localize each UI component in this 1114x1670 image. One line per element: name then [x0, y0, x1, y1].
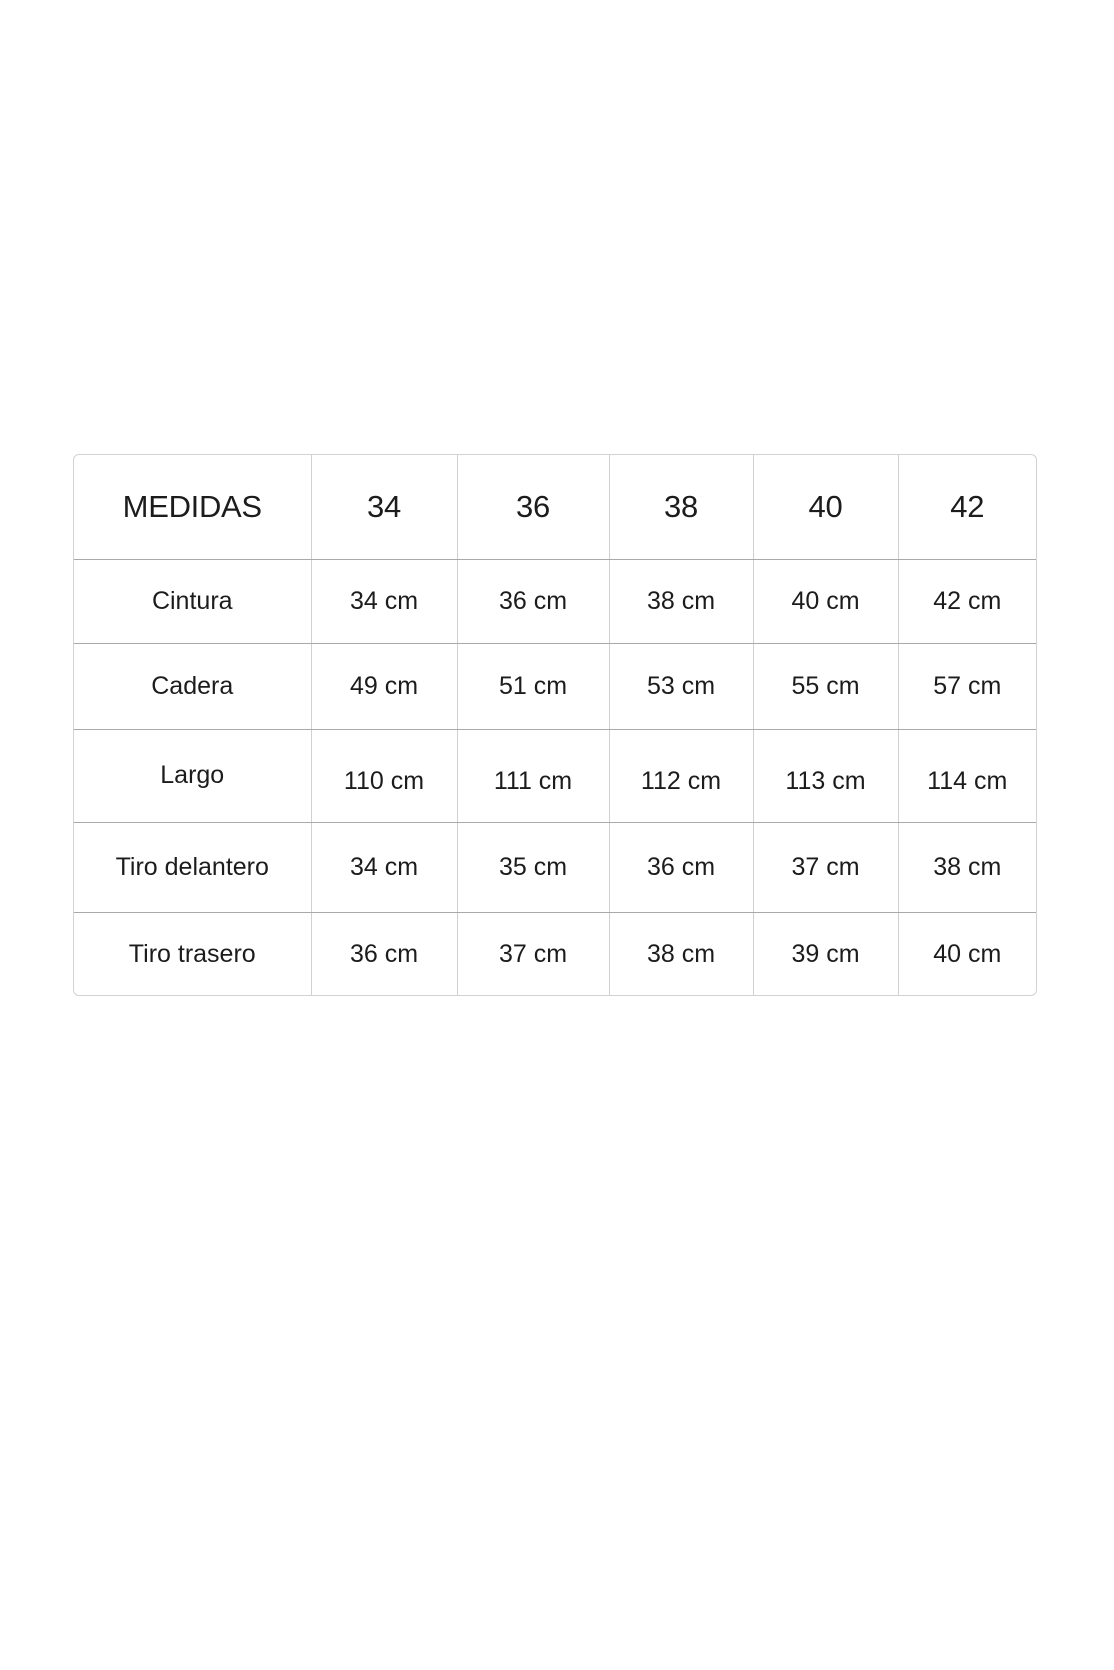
table-cell: 37 cm [753, 823, 898, 913]
table-cell: 38 cm [898, 823, 1036, 913]
table-row-tiro-delantero [74, 823, 1036, 913]
table-row-largo [74, 730, 1036, 823]
table-cell: 112 cm [609, 730, 753, 823]
table-row-tiro-trasero [74, 913, 1036, 995]
table-cell: 40 cm [753, 560, 898, 644]
table-cell: 36 cm [311, 913, 457, 995]
row-label: Cadera [74, 644, 311, 730]
table-cell: 34 cm [311, 823, 457, 913]
table-cell: 36 cm [609, 823, 753, 913]
table-cell: 42 cm [898, 560, 1036, 644]
size-chart [73, 454, 1037, 996]
table-cell: 38 cm [609, 560, 753, 644]
row-label: Tiro trasero [74, 913, 311, 995]
table-cell: 110 cm [311, 730, 457, 823]
header-size-40: 40 [753, 455, 898, 560]
header-size-36: 36 [457, 455, 609, 560]
table-cell: 39 cm [753, 913, 898, 995]
table-cell: 36 cm [457, 560, 609, 644]
table-cell: 111 cm [457, 730, 609, 823]
table-cell: 38 cm [609, 913, 753, 995]
table-cell: 55 cm [753, 644, 898, 730]
row-label: Cintura [74, 560, 311, 644]
size-table [74, 455, 1036, 995]
header-size-38: 38 [609, 455, 753, 560]
table-header-row [74, 455, 1036, 560]
table-cell: 35 cm [457, 823, 609, 913]
table-cell: 34 cm [311, 560, 457, 644]
table-cell: 49 cm [311, 644, 457, 730]
table-cell: 113 cm [753, 730, 898, 823]
table-cell: 53 cm [609, 644, 753, 730]
row-label: Tiro delantero [74, 823, 311, 913]
table-row-cintura [74, 560, 1036, 644]
header-measurements-label: MEDIDAS [74, 455, 311, 560]
row-label: Largo [74, 730, 311, 823]
table-cell: 37 cm [457, 913, 609, 995]
header-size-42: 42 [898, 455, 1036, 560]
table-cell: 114 cm [898, 730, 1036, 823]
table-cell: 51 cm [457, 644, 609, 730]
table-cell: 57 cm [898, 644, 1036, 730]
header-size-34: 34 [311, 455, 457, 560]
table-cell: 40 cm [933, 939, 1002, 968]
table-row-cadera [74, 644, 1036, 730]
